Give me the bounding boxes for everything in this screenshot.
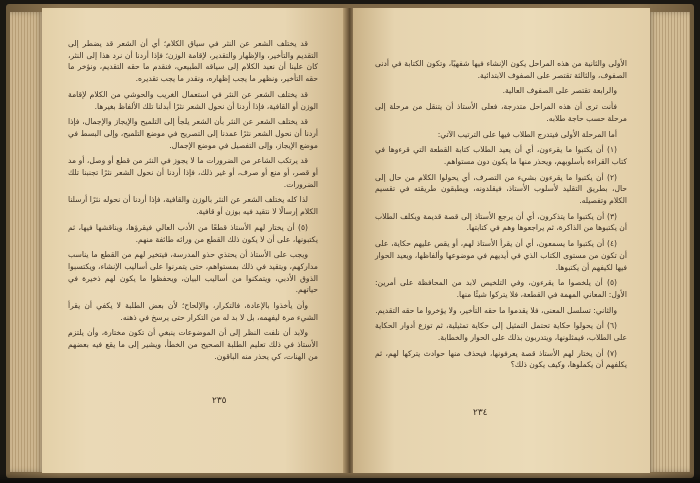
left-page (42, 8, 345, 473)
left-paragraph: ولابد أن نلفت النظر إلى أن الموضوعات ينبغي أن تكون مختارة، وأن يلتزم الأستاذ في ذلك تعليم الطلبة الصحيح من الخطأ، ويشير إلى ما يقع فيه بعضهم من الهنات، كي يحذر منه الباقون. (68, 328, 318, 361)
right-paragraph: أما المرحلة الأولى فيتدرج الطلاب فيها على الترتيب الآتي: (437, 129, 617, 139)
right-paragraph: (٤) أن يكتبوا ما يسمعون، أي أن يقرأ الأستاذ لهم، أو يقص عليهم حكاية، على أن تكون من مستوى الكتاب الذي في أيديهم في موضوعها وألفاظها، ويعيد الحوار فيها لكيفهم أن يكتبوها. (375, 239, 627, 272)
right-paragraph: والثاني: تسلسل المعنى، فلا يقدموا ما حقه التأخير، ولا يؤخروا ما حقه التقديم. (375, 305, 617, 315)
right-paragraph: (٣) أن يكتبوا ما يتذكرون، أي أن يرجع الأستاذ إلى قصة قديمة ويكلف الطلاب أن يكتبوها من الذاكرة، ثم يراجعوها وهم في كتابتها. (375, 211, 627, 233)
right-paragraph: والرابعة تقتصر على الصفوف العالية. (502, 86, 617, 96)
left-paragraph: لذا كله يختلف الشعر عن النثر بالوزن والقافية، فإذا أردنا أن نحوله نثرًا أرسلنا الكلام إرسالًا لا نتقيد فيه بوزن أو قافية. (68, 195, 318, 217)
right-paragraph: (١) أن يكتبوا ما يقرءون، أي أن يعيد الطلاب كتابة القطعة التي قرءوها في كتاب القراءة بأسلوبهم، ويحذر منها ما يكون دون مستواهم. (375, 145, 627, 166)
left-paragraph: قد يرتكب الشاعر من الضرورات ما لا يجوز في النثر من قطع أو وصل، أو مد أو قصر، أو منع أو صرف، أو غير ذلك، فإذا أردنا أن نحول الشعر نثرًا تجنبنا تلك الضرورات. (68, 156, 318, 189)
right-page-edges (648, 12, 690, 472)
left-paragraph: قد يختلف الشعر عن النثر في سياق الكلام؛ أي أن الشعر قد يضطر إلى التقديم والتأخير، والإظهار والتقدير، لإقامة الوزن؛ فإذا أردنا أن نرد هذا إلى النثر، كان علينا أن نعيد الكلام إلى سياقه الطبيعي، فنقدم ما حقه التقديم، ونؤخر ما حقه التأخير، ونظهر ما يجب إظهاره، ونقدر ما يجب تقديره. (68, 39, 318, 84)
right-page (353, 8, 650, 473)
left-page-edges (10, 12, 44, 472)
left-page-text (68, 38, 318, 367)
left-paragraph: قد يختلف الشعر عن النثر بأن الشعر يلجأ إلى التلميح والإيجاز والإجمال، فإذا أردنا أن نحول الشعر نثرًا عمدنا إلى التصريح في موضع التلميح، وإلى البسط في موضع الإيجاز، وإلى التفصيل في موضع الإجمال. (68, 117, 318, 150)
left-paragraph: ويجب على الأستاذ أن يحتذي حذو المدرسة، فيتخير لهم من القطع ما يناسب مداركهم، ويتقيد في ذلك بمستواهم، حتى يتمرنوا على أساليب الإنشاء، ويكتسبوا الذوق الأدبي، ويتمكنوا من أساليب البيان، ويحفظوا ما يكون لهم ذخيرة في حياتهم. (68, 250, 318, 295)
right-paragraph: (٧) أن يختار لهم الأستاذ قصة يعرفونها، فيحذف منها حوادث يتركها لهم، ثم يكلفهم أن يكملوها، وكيف يكون ذلك؟ (375, 348, 627, 370)
bottom-shadow (0, 473, 700, 483)
left-paragraph: (٥) أن يختار لهم الأستاذ قطعًا من الأدب العالي فيقرؤها، ويناقشها فيها، ثم يكتبونها، على أن لا يكون ذلك القطع من ورائه طائفة منهم. (68, 222, 318, 244)
right-paragraph: (٦) أن يحولوا حكاية تحتمل التمثيل إلى حكاية تمثيلية، ثم توزع أدوار الحكاية على الطلاب، فيمثلونها، ويتدربون بذلك على الحوار والخطابة. (375, 321, 627, 343)
left-paragraph: وأن يأخذوا بالإعادة، فالتكرار، والإلحاح؛ لأن بعض الطلبة لا يكفي أن يقرأ الشيء مرة ليفهمه، بل لا بد له من التكرار حتى يرسخ في ذهنه. (68, 301, 318, 322)
right-paragraph: الأولى والثانية من هذه المراحل يكون الإنشاء فيها شفهيًا، وتكون الكتابة في أدنى الصفوف، والثالثة تقتصر على الصفوف الابتدائية. (375, 59, 627, 80)
right-paragraph: (٥) أن يلخصوا ما يقرءون، وفي التلخيص لابد من المحافظة على أمرين: الأول: المعاني المهمة في القطعة، فلا يتركوا شيئًا منها. (375, 278, 627, 299)
right-page-text (375, 58, 627, 375)
right-page-number: ٢٣٤ (473, 408, 488, 418)
right-paragraph: فأنت ترى أن هذه المراحل متدرجة، فعلى الأستاذ أن يتنقل من مرحلة إلى مرحلة حسب حاجة طلابه. (375, 102, 627, 123)
right-paragraph: (٢) أن يكتبوا ما يقرءون بشيء من التصرف، أي يحولوا الكلام من حال إلى حال، بطريق التقليد لأسلوب الأستاذ، فيقلدونه، ويطبقون طريقته في تقسيم الكلام وتفصيله. (375, 172, 627, 206)
left-page-number: ٢٣٥ (212, 396, 227, 406)
left-paragraph: قد يختلف الشعر عن النثر في استعمال الغريب والحوشي من الكلام لإقامة الوزن أو القافية، فإذا أردنا أن نحول الشعر نثرًا أبدلنا تلك الألفاظ بغيرها. (68, 89, 318, 111)
